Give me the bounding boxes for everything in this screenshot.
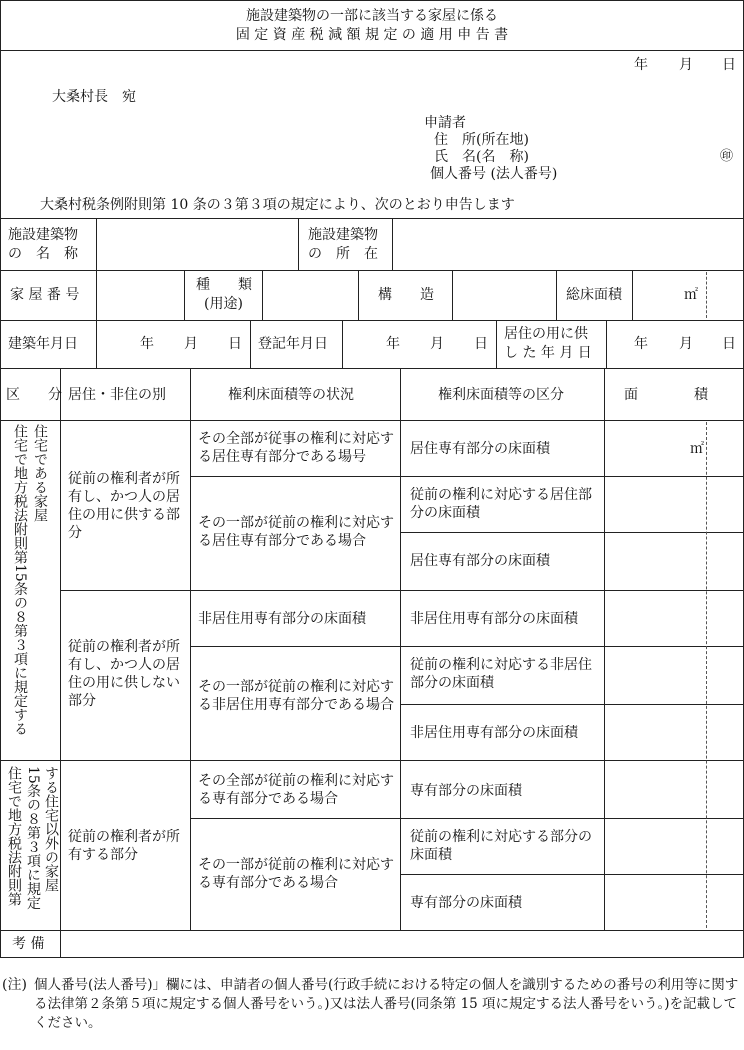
use-date-year: 年 <box>634 336 648 352</box>
header-kubun: 区 分 <box>6 387 62 403</box>
section2-group-label: 従前の権利者が所有する部分 <box>68 829 180 863</box>
applicant-label: 申請者 <box>424 115 466 131</box>
use-date-month: 月 <box>679 336 693 352</box>
note-prefix: (注) <box>2 977 27 993</box>
s1-g1-row3-division: 居住専有部分の床面積 <box>410 553 550 569</box>
building-name-label-1: 施設建築物 <box>8 227 78 243</box>
built-date-day: 日 <box>228 336 242 352</box>
s1-g1-row2-status: その一部が従前の権利に対応する居住専有部分である場合 <box>198 515 394 549</box>
s2-row1-status: その全部が従前の権利に対応する専有部分である場合 <box>198 773 394 807</box>
total-floor-label: 総床面積 <box>566 287 622 303</box>
house-number-label: 家 屋 番 号 <box>10 287 80 303</box>
section1-label-col2: 住宅で地方税法附則第15条の８第３項に規定する <box>12 424 28 736</box>
applicant-number-label: 個人番号 (法人番号) <box>430 166 558 182</box>
seal-mark: ㊞ <box>720 149 734 164</box>
header-division: 権利床面積等の区分 <box>438 387 564 403</box>
type-label-2: (用途) <box>204 296 243 312</box>
sqm-unit: ㎡ <box>684 287 698 303</box>
date-day: 日 <box>722 57 736 73</box>
intro-text: 大桑村税条例附則第 10 条の３第３項の規定により、次のとおり申告します <box>40 197 515 213</box>
section2-label-col3: 住宅で地方税法附則第 <box>6 766 22 906</box>
s2-row2-division: 従前の権利に対応する部分の床面積 <box>410 829 592 863</box>
section1-group2-label: 従前の権利者が所有し、かつ人の居住の用に供しない部分 <box>68 639 180 709</box>
use-date-label-1: 居住の用に供 <box>504 326 588 342</box>
s2-row1-division: 専有部分の床面積 <box>410 783 522 799</box>
applicant-name-label: 氏 名(名 称) <box>434 149 529 165</box>
s1-g1-row1-status: その全部が従事の権利に対応する居住専有部分である場号 <box>198 431 394 465</box>
building-name-label-2: の 名 称 <box>8 246 78 262</box>
s1-g2-row1-division: 非居住用専有部分の床面積 <box>410 611 578 627</box>
use-date-day: 日 <box>722 336 736 352</box>
building-loc-label-1: 施設建築物 <box>308 227 378 243</box>
structure-label: 構 造 <box>378 287 434 303</box>
reg-date-month: 月 <box>430 336 444 352</box>
s1-g1-row1-division: 居住専有部分の床面積 <box>410 441 550 457</box>
applicant-address-label: 住 所(所在地) <box>434 132 529 148</box>
built-date-year: 年 <box>140 336 154 352</box>
s2-row2-status: その一部が従前の権利に対応する専有部分である場合 <box>198 857 394 891</box>
date-year: 年 <box>634 57 648 73</box>
header-residence: 居住・非住の別 <box>68 387 166 403</box>
section1-group1-label: 従前の権利者が所有し、かつ人の居住の用に供する部分 <box>68 471 180 541</box>
built-date-month: 月 <box>184 336 198 352</box>
building-loc-label-2: の 所 在 <box>308 246 378 262</box>
reg-date-day: 日 <box>474 336 488 352</box>
header-area: 面 積 <box>624 387 708 403</box>
s1-sqm-unit: ㎡ <box>690 441 704 457</box>
s1-g2-row2-status: その一部が従前の権利に対応する非居住用専有部分である場合 <box>198 679 394 713</box>
s2-row3-division: 専有部分の床面積 <box>410 895 522 911</box>
reg-date-year: 年 <box>386 336 400 352</box>
reg-date-label: 登記年月日 <box>258 336 328 352</box>
use-date-label-2: し た 年 月 日 <box>504 345 592 361</box>
addressee: 大桑村長 宛 <box>52 89 136 105</box>
date-month: 月 <box>679 57 693 73</box>
remarks-label: 考 備 <box>12 936 45 952</box>
header-status: 権利床面積等の状況 <box>228 387 354 403</box>
section2-label-col1: する住宅以外の家屋 <box>43 766 59 892</box>
s1-g2-row2-division: 従前の権利に対応する非居住部分の床面積 <box>410 657 592 691</box>
section1-label-col1: 住宅である家屋 <box>32 424 48 522</box>
s1-g2-row1-status: 非居住用専有部分の床面積 <box>198 611 366 627</box>
s1-g1-row2-division: 従前の権利に対応する居住部分の床面積 <box>410 487 592 521</box>
built-date-label: 建築年月日 <box>8 336 78 352</box>
s1-g2-row3-division: 非居住用専有部分の床面積 <box>410 725 578 741</box>
form-title-line1: 施設建築物の一部に該当する家屋に係る <box>246 8 498 24</box>
note-text: 個人番号(法人番号)」欄には、申請者の個人番号(行政手続における特定の個人を識別するための番号の利用等に関する法律第２条第５項に規定する個人番号をいう。)又は法人番号(同条第 15 項に規定する法人番号をいう。)を記載してください。 <box>34 977 739 1031</box>
form-title-line2: 固 定 資 産 税 減 額 規 定 の 適 用 申 告 書 <box>235 27 509 43</box>
section2-label-col2: 15条の８第３項に規定 <box>25 766 41 910</box>
type-label-1: 種 類 <box>196 277 252 293</box>
